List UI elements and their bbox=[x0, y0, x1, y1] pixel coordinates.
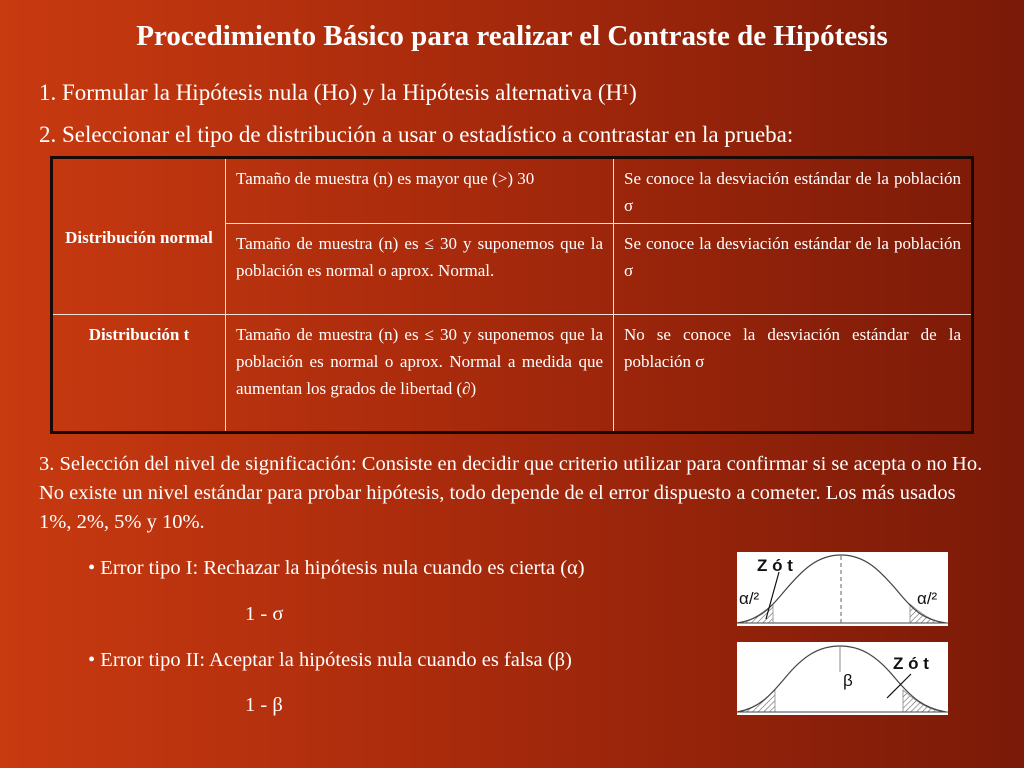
normal-distribution-header: Distribución normal bbox=[52, 158, 226, 315]
z-or-t-label: Z ó t bbox=[893, 654, 929, 673]
distribution-table bbox=[50, 156, 974, 434]
left-tail-area bbox=[737, 690, 775, 712]
deviation-cell: Se conoce la desviación estándar de la población σ bbox=[614, 224, 973, 315]
condition-cell: Tamaño de muestra (n) es mayor que (>) 30 bbox=[226, 158, 614, 224]
two-tailed-curve-figure bbox=[737, 552, 948, 626]
error-type-2-value: 1 - β bbox=[245, 694, 283, 716]
deviation-cell: No se conoce la desviación estándar de la población σ bbox=[614, 315, 973, 433]
condition-cell: Tamaño de muestra (n) es ≤ 30 y suponemos que la población es normal o aprox. Normal. bbox=[226, 224, 614, 315]
slide-title: Procedimiento Básico para realizar el Contraste de Hipótesis bbox=[136, 20, 888, 52]
deviation-cell: Se conoce la desviación estándar de la población σ bbox=[614, 158, 973, 224]
alpha-half-right-label: α/² bbox=[917, 589, 938, 608]
table-row bbox=[52, 158, 973, 224]
t-distribution-header: Distribución t bbox=[52, 315, 226, 433]
alpha-half-left-label: α/² bbox=[739, 589, 760, 608]
beta-label: β bbox=[843, 671, 853, 690]
beta-curve-figure bbox=[737, 642, 948, 715]
condition-cell: Tamaño de muestra (n) es ≤ 30 y suponemos que la población es normal o aprox. Normal a medida que aumentan los grados de libertad (∂) bbox=[226, 315, 614, 433]
step-3-text: 3. Selección del nivel de significación: Consiste en decidir que criterio utilizar para confirmar si se acepta o no Ho. No existe un nivel estándar para probar hipótesis, todo depende de el error dispuesto a cometer. Los más usados 1%, 2%, 5% y 10%. bbox=[39, 453, 983, 533]
error-type-1-value: 1 - σ bbox=[245, 603, 284, 625]
z-or-t-label: Z ó t bbox=[757, 556, 793, 575]
step-2-text: 2. Seleccionar el tipo de distribución a usar o estadístico a contrastar en la prueba: bbox=[39, 122, 794, 147]
step-1-text: 1. Formular la Hipótesis nula (Ho) y la Hipótesis alternativa (H¹) bbox=[39, 80, 637, 105]
error-type-2-bullet: • Error tipo II: Aceptar la hipótesis nula cuando es falsa (β) bbox=[88, 649, 572, 671]
error-type-1-bullet: • Error tipo I: Rechazar la hipótesis nula cuando es cierta (α) bbox=[88, 557, 585, 579]
table-row bbox=[52, 315, 973, 433]
